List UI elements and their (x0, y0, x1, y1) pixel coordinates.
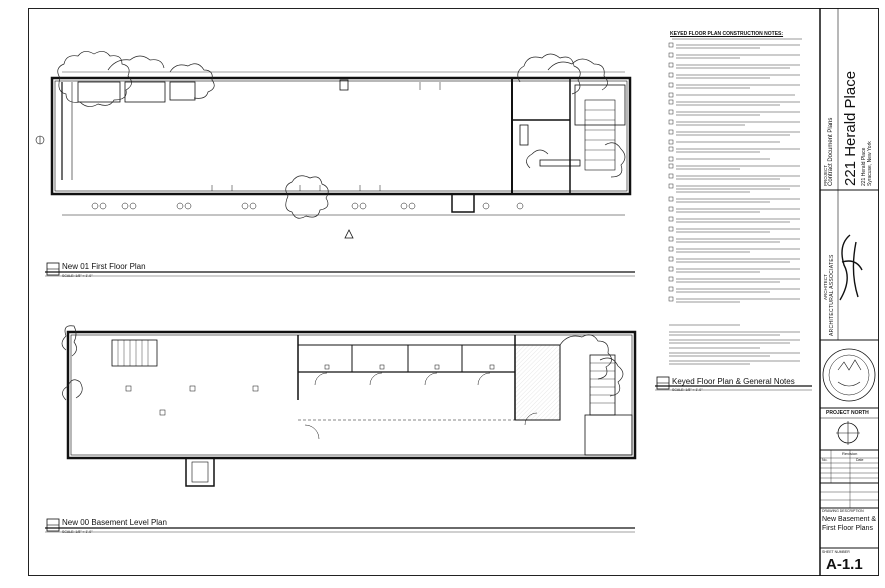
keyed-notes-drawing-scale: SCALE: 1/8" = 1'-0" (672, 388, 703, 392)
basement-plan-scale: SCALE: 1/8" = 1'-0" (62, 530, 93, 534)
drawing-description: New Basement & First Floor Plans (822, 516, 877, 532)
basement-plan-title: New 00 Basement Level Plan (62, 518, 167, 527)
project-address: 221 Herald Place (861, 147, 867, 186)
keyed-notes-list (669, 39, 802, 364)
sheet-number-label: SHEET NUMBER (822, 550, 850, 554)
basement-plan (68, 332, 635, 486)
keyed-notes-drawing-title: Keyed Floor Plan & General Notes (672, 377, 795, 386)
project-north-label: PROJECT NORTH (826, 410, 869, 416)
project-label: PROJECT (823, 164, 828, 186)
sheet-number: A-1.1 (826, 556, 863, 573)
architect-firm-name: ARCHITECTURAL ASSOCIATES (829, 254, 835, 336)
revision-date-label: Date (856, 458, 864, 462)
first-floor-plan-title: New 01 First Floor Plan (62, 262, 146, 271)
architect-label: ARCHITECT (823, 274, 828, 300)
project-city: Syracuse, New York (867, 141, 873, 186)
project-name: 221 Herald Place (842, 70, 859, 186)
architect-seal (823, 349, 875, 401)
revision-number-label: No. (822, 458, 828, 462)
architect-signature (840, 235, 862, 300)
drawing-title-rules (45, 263, 812, 532)
first-floor-plan (36, 72, 630, 238)
revision-label: Revision (842, 451, 858, 456)
drawing-description-label: DRAWING DESCRIPTION (822, 509, 864, 513)
project-type: Contract Document Plans (828, 117, 834, 186)
first-floor-plan-scale: SCALE: 1/8" = 1'-0" (62, 274, 93, 278)
keyed-notes-heading: KEYED FLOOR PLAN CONSTRUCTION NOTES: (670, 31, 784, 37)
